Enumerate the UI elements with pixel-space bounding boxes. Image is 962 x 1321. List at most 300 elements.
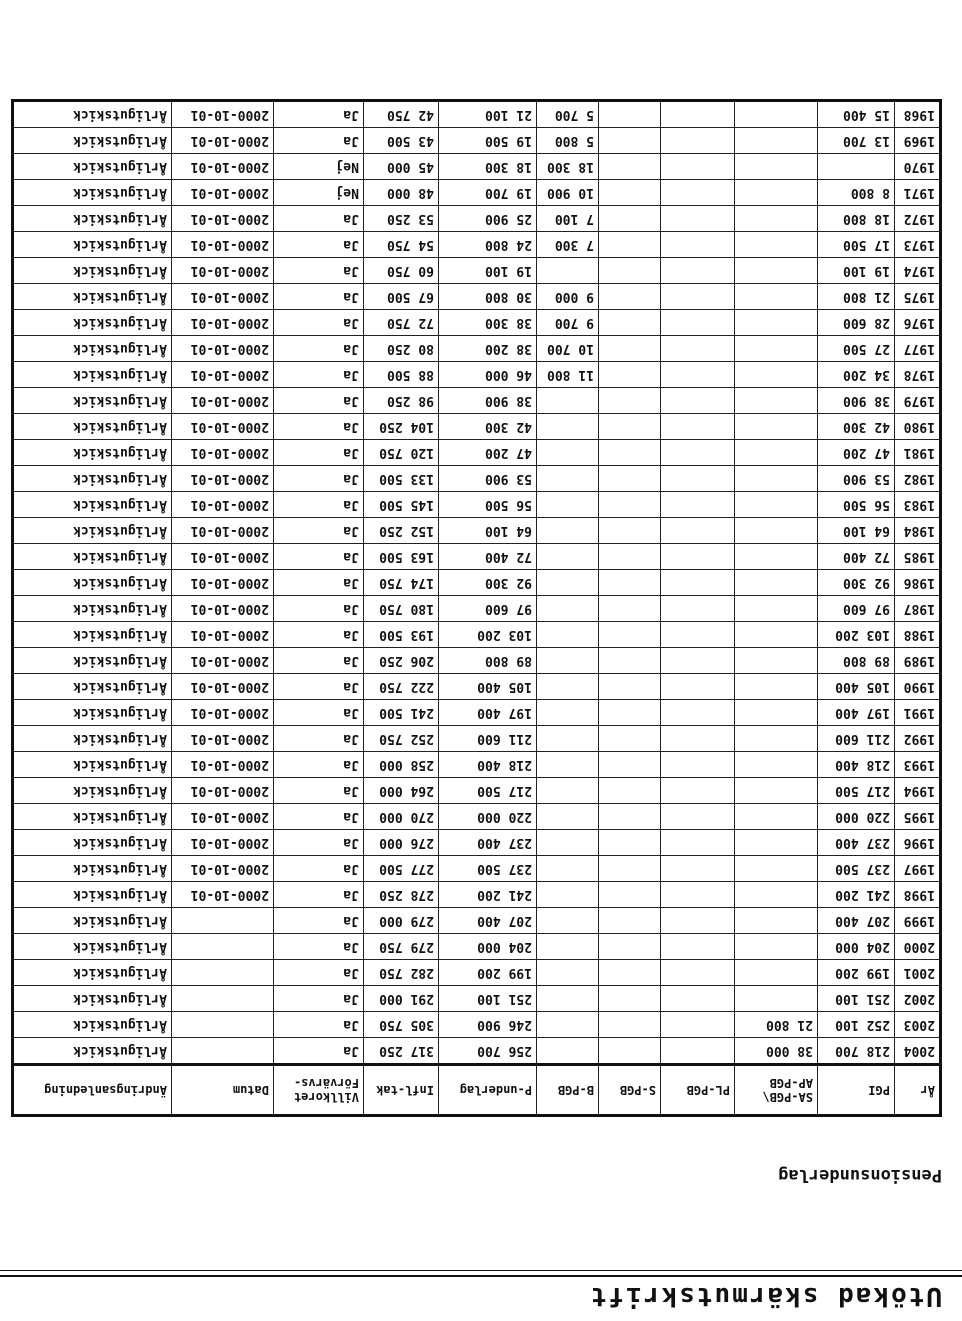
table-row bbox=[13, 986, 941, 1012]
table-row bbox=[13, 934, 941, 960]
cell-ar: 1971 bbox=[895, 180, 941, 206]
cell-ar: 1990 bbox=[895, 674, 941, 700]
cell-pgi: 218 700 bbox=[818, 1038, 895, 1065]
cell-pgi: 204 000 bbox=[818, 934, 895, 960]
cell-andringsanledning: Årligutskick bbox=[13, 206, 172, 232]
cell-datum: 2000-10-01 bbox=[172, 700, 274, 726]
cell-ar: 1969 bbox=[895, 128, 941, 154]
cell-datum bbox=[172, 934, 274, 960]
cell-villkoret: Ja bbox=[274, 986, 364, 1012]
cell-b-pgb: 10 900 bbox=[537, 180, 599, 206]
cell-infl-tak: 222 750 bbox=[364, 674, 439, 700]
cell-ar: 1979 bbox=[895, 388, 941, 414]
cell-villkoret: Ja bbox=[274, 908, 364, 934]
cell-s-pgb bbox=[599, 466, 661, 492]
table-row bbox=[13, 622, 941, 648]
cell-sa-ap-pgb bbox=[735, 258, 818, 284]
cell-datum: 2000-10-01 bbox=[172, 101, 274, 128]
cell-s-pgb bbox=[599, 1038, 661, 1065]
cell-pgi: 92 300 bbox=[818, 570, 895, 596]
cell-andringsanledning: Årligutskick bbox=[13, 986, 172, 1012]
cell-infl-tak: 278 250 bbox=[364, 882, 439, 908]
cell-villkoret: Ja bbox=[274, 960, 364, 986]
cell-datum bbox=[172, 986, 274, 1012]
cell-p-underlag: 237 500 bbox=[439, 856, 537, 882]
cell-andringsanledning: Årligutskick bbox=[13, 648, 172, 674]
cell-datum: 2000-10-01 bbox=[172, 362, 274, 388]
table-row bbox=[13, 960, 941, 986]
cell-pgi: 17 500 bbox=[818, 232, 895, 258]
cell-p-underlag: 251 100 bbox=[439, 986, 537, 1012]
cell-sa-ap-pgb bbox=[735, 518, 818, 544]
cell-infl-tak: 67 500 bbox=[364, 284, 439, 310]
cell-b-pgb bbox=[537, 388, 599, 414]
cell-infl-tak: 80 250 bbox=[364, 336, 439, 362]
cell-pgi: 18 800 bbox=[818, 206, 895, 232]
cell-villkoret: Ja bbox=[274, 856, 364, 882]
cell-ar: 1996 bbox=[895, 830, 941, 856]
cell-andringsanledning: Årligutskick bbox=[13, 908, 172, 934]
cell-sa-ap-pgb bbox=[735, 388, 818, 414]
cell-s-pgb bbox=[599, 362, 661, 388]
cell-pgi: 47 200 bbox=[818, 440, 895, 466]
cell-p-underlag: 103 200 bbox=[439, 622, 537, 648]
cell-datum bbox=[172, 960, 274, 986]
cell-p-underlag: 72 400 bbox=[439, 544, 537, 570]
cell-datum: 2000-10-01 bbox=[172, 830, 274, 856]
cell-datum: 2000-10-01 bbox=[172, 258, 274, 284]
cell-datum: 2000-10-01 bbox=[172, 778, 274, 804]
cell-s-pgb bbox=[599, 336, 661, 362]
cell-infl-tak: 282 750 bbox=[364, 960, 439, 986]
cell-pl-pgb bbox=[661, 726, 735, 752]
cell-andringsanledning: Årligutskick bbox=[13, 128, 172, 154]
cell-infl-tak: 206 250 bbox=[364, 648, 439, 674]
cell-b-pgb bbox=[537, 544, 599, 570]
table-row bbox=[13, 440, 941, 466]
cell-pl-pgb bbox=[661, 232, 735, 258]
cell-ar: 1994 bbox=[895, 778, 941, 804]
cell-pgi: 28 600 bbox=[818, 310, 895, 336]
cell-sa-ap-pgb bbox=[735, 492, 818, 518]
cell-datum: 2000-10-01 bbox=[172, 310, 274, 336]
cell-p-underlag: 207 400 bbox=[439, 908, 537, 934]
cell-villkoret: Ja bbox=[274, 752, 364, 778]
cell-ar: 1974 bbox=[895, 258, 941, 284]
cell-villkoret: Nej bbox=[274, 154, 364, 180]
column-header-ar: År bbox=[895, 1065, 941, 1116]
cell-pl-pgb bbox=[661, 674, 735, 700]
cell-b-pgb bbox=[537, 596, 599, 622]
cell-b-pgb: 5 700 bbox=[537, 101, 599, 128]
cell-ar: 1972 bbox=[895, 206, 941, 232]
cell-sa-ap-pgb bbox=[735, 284, 818, 310]
cell-s-pgb bbox=[599, 778, 661, 804]
cell-s-pgb bbox=[599, 934, 661, 960]
cell-ar: 1997 bbox=[895, 856, 941, 882]
table-row bbox=[13, 570, 941, 596]
cell-s-pgb bbox=[599, 804, 661, 830]
cell-ar: 2003 bbox=[895, 1012, 941, 1038]
cell-sa-ap-pgb: 21 800 bbox=[735, 1012, 818, 1038]
cell-infl-tak: 53 250 bbox=[364, 206, 439, 232]
cell-villkoret: Ja bbox=[274, 674, 364, 700]
cell-p-underlag: 19 500 bbox=[439, 128, 537, 154]
cell-pl-pgb bbox=[661, 128, 735, 154]
cell-s-pgb bbox=[599, 856, 661, 882]
cell-ar: 1983 bbox=[895, 492, 941, 518]
cell-b-pgb: 10 700 bbox=[537, 336, 599, 362]
cell-datum: 2000-10-01 bbox=[172, 544, 274, 570]
cell-pl-pgb bbox=[661, 960, 735, 986]
cell-pgi: 19 100 bbox=[818, 258, 895, 284]
cell-b-pgb: 5 800 bbox=[537, 128, 599, 154]
cell-villkoret: Ja bbox=[274, 596, 364, 622]
cell-andringsanledning: Årligutskick bbox=[13, 934, 172, 960]
cell-andringsanledning: Årligutskick bbox=[13, 856, 172, 882]
cell-infl-tak: 277 500 bbox=[364, 856, 439, 882]
cell-sa-ap-pgb bbox=[735, 726, 818, 752]
cell-p-underlag: 25 900 bbox=[439, 206, 537, 232]
cell-s-pgb bbox=[599, 414, 661, 440]
table-row bbox=[13, 752, 941, 778]
cell-infl-tak: 133 500 bbox=[364, 466, 439, 492]
cell-b-pgb bbox=[537, 258, 599, 284]
cell-andringsanledning: Årligutskick bbox=[13, 310, 172, 336]
cell-b-pgb bbox=[537, 960, 599, 986]
cell-datum: 2000-10-01 bbox=[172, 492, 274, 518]
cell-villkoret: Ja bbox=[274, 778, 364, 804]
cell-pgi: 27 500 bbox=[818, 336, 895, 362]
table-row bbox=[13, 544, 941, 570]
table-row bbox=[13, 1038, 941, 1065]
cell-ar: 1998 bbox=[895, 882, 941, 908]
cell-ar: 2002 bbox=[895, 986, 941, 1012]
cell-andringsanledning: Årligutskick bbox=[13, 752, 172, 778]
cell-pl-pgb bbox=[661, 934, 735, 960]
cell-ar: 1981 bbox=[895, 440, 941, 466]
cell-ar: 1991 bbox=[895, 700, 941, 726]
cell-s-pgb bbox=[599, 232, 661, 258]
cell-infl-tak: 317 250 bbox=[364, 1038, 439, 1065]
cell-p-underlag: 246 900 bbox=[439, 1012, 537, 1038]
cell-s-pgb bbox=[599, 700, 661, 726]
cell-andringsanledning: Årligutskick bbox=[13, 258, 172, 284]
cell-ar: 1968 bbox=[895, 101, 941, 128]
table-row bbox=[13, 778, 941, 804]
cell-pgi: 197 400 bbox=[818, 700, 895, 726]
cell-p-underlag: 256 700 bbox=[439, 1038, 537, 1065]
cell-p-underlag: 46 000 bbox=[439, 362, 537, 388]
cell-b-pgb bbox=[537, 830, 599, 856]
cell-sa-ap-pgb bbox=[735, 544, 818, 570]
table-row bbox=[13, 232, 941, 258]
cell-s-pgb bbox=[599, 830, 661, 856]
cell-ar: 2004 bbox=[895, 1038, 941, 1065]
cell-pl-pgb bbox=[661, 492, 735, 518]
cell-s-pgb bbox=[599, 492, 661, 518]
column-header-datum: Datum bbox=[172, 1065, 274, 1116]
cell-pgi: 252 100 bbox=[818, 1012, 895, 1038]
cell-s-pgb bbox=[599, 752, 661, 778]
cell-villkoret: Ja bbox=[274, 726, 364, 752]
cell-b-pgb bbox=[537, 492, 599, 518]
cell-andringsanledning: Årligutskick bbox=[13, 882, 172, 908]
cell-infl-tak: 180 750 bbox=[364, 596, 439, 622]
cell-villkoret: Ja bbox=[274, 388, 364, 414]
cell-pgi: 53 900 bbox=[818, 466, 895, 492]
cell-datum: 2000-10-01 bbox=[172, 856, 274, 882]
cell-b-pgb: 18 300 bbox=[537, 154, 599, 180]
cell-pl-pgb bbox=[661, 700, 735, 726]
table-row bbox=[13, 726, 941, 752]
table-row bbox=[13, 700, 941, 726]
cell-datum: 2000-10-01 bbox=[172, 466, 274, 492]
cell-sa-ap-pgb bbox=[735, 882, 818, 908]
cell-p-underlag: 220 000 bbox=[439, 804, 537, 830]
cell-infl-tak: 174 750 bbox=[364, 570, 439, 596]
cell-s-pgb bbox=[599, 258, 661, 284]
cell-andringsanledning: Årligutskick bbox=[13, 154, 172, 180]
cell-ar: 1989 bbox=[895, 648, 941, 674]
cell-p-underlag: 38 200 bbox=[439, 336, 537, 362]
cell-b-pgb bbox=[537, 882, 599, 908]
cell-s-pgb bbox=[599, 674, 661, 700]
column-header-andringsanledning: Ändringsanledning bbox=[13, 1065, 172, 1116]
cell-b-pgb bbox=[537, 934, 599, 960]
cell-villkoret: Ja bbox=[274, 1038, 364, 1065]
cell-villkoret: Ja bbox=[274, 882, 364, 908]
cell-p-underlag: 199 200 bbox=[439, 960, 537, 986]
cell-infl-tak: 48 000 bbox=[364, 180, 439, 206]
cell-pl-pgb bbox=[661, 388, 735, 414]
cell-datum: 2000-10-01 bbox=[172, 648, 274, 674]
cell-andringsanledning: Årligutskick bbox=[13, 674, 172, 700]
cell-datum: 2000-10-01 bbox=[172, 154, 274, 180]
cell-infl-tak: 305 750 bbox=[364, 1012, 439, 1038]
cell-datum: 2000-10-01 bbox=[172, 388, 274, 414]
cell-b-pgb bbox=[537, 986, 599, 1012]
cell-pgi: 207 400 bbox=[818, 908, 895, 934]
cell-pgi: 220 000 bbox=[818, 804, 895, 830]
cell-pl-pgb bbox=[661, 570, 735, 596]
cell-pl-pgb bbox=[661, 1038, 735, 1065]
cell-andringsanledning: Årligutskick bbox=[13, 492, 172, 518]
cell-p-underlag: 19 700 bbox=[439, 180, 537, 206]
table-row bbox=[13, 388, 941, 414]
cell-ar: 1999 bbox=[895, 908, 941, 934]
cell-pl-pgb bbox=[661, 362, 735, 388]
cell-sa-ap-pgb bbox=[735, 206, 818, 232]
column-header-pl-pgb: PL-PGB bbox=[661, 1065, 735, 1116]
cell-villkoret: Ja bbox=[274, 1012, 364, 1038]
cell-villkoret: Ja bbox=[274, 466, 364, 492]
cell-datum: 2000-10-01 bbox=[172, 128, 274, 154]
cell-ar: 1978 bbox=[895, 362, 941, 388]
cell-s-pgb bbox=[599, 518, 661, 544]
cell-b-pgb bbox=[537, 856, 599, 882]
cell-pl-pgb bbox=[661, 414, 735, 440]
cell-b-pgb bbox=[537, 778, 599, 804]
cell-sa-ap-pgb bbox=[735, 674, 818, 700]
cell-infl-tak: 42 750 bbox=[364, 101, 439, 128]
cell-datum: 2000-10-01 bbox=[172, 726, 274, 752]
cell-b-pgb bbox=[537, 726, 599, 752]
cell-pl-pgb bbox=[661, 830, 735, 856]
cell-pl-pgb bbox=[661, 856, 735, 882]
cell-sa-ap-pgb bbox=[735, 180, 818, 206]
cell-sa-ap-pgb bbox=[735, 830, 818, 856]
cell-datum: 2000-10-01 bbox=[172, 570, 274, 596]
cell-andringsanledning: Årligutskick bbox=[13, 1012, 172, 1038]
table-row bbox=[13, 258, 941, 284]
cell-datum bbox=[172, 1038, 274, 1065]
cell-pgi: 13 700 bbox=[818, 128, 895, 154]
cell-pgi: 56 500 bbox=[818, 492, 895, 518]
cell-infl-tak: 104 250 bbox=[364, 414, 439, 440]
cell-pgi: 218 400 bbox=[818, 752, 895, 778]
cell-villkoret: Ja bbox=[274, 804, 364, 830]
cell-ar: 1982 bbox=[895, 466, 941, 492]
cell-infl-tak: 152 250 bbox=[364, 518, 439, 544]
cell-datum: 2000-10-01 bbox=[172, 882, 274, 908]
cell-pgi: 251 100 bbox=[818, 986, 895, 1012]
column-header-s-pgb: S-PGB bbox=[599, 1065, 661, 1116]
cell-pgi: 64 100 bbox=[818, 518, 895, 544]
cell-pl-pgb bbox=[661, 882, 735, 908]
cell-andringsanledning: Årligutskick bbox=[13, 284, 172, 310]
cell-pgi: 105 400 bbox=[818, 674, 895, 700]
table-row bbox=[13, 310, 941, 336]
table-row bbox=[13, 466, 941, 492]
cell-sa-ap-pgb bbox=[735, 362, 818, 388]
cell-pgi: 21 800 bbox=[818, 284, 895, 310]
cell-infl-tak: 88 500 bbox=[364, 362, 439, 388]
cell-villkoret: Ja bbox=[274, 440, 364, 466]
cell-ar: 2001 bbox=[895, 960, 941, 986]
cell-andringsanledning: Årligutskick bbox=[13, 544, 172, 570]
cell-villkoret: Ja bbox=[274, 128, 364, 154]
cell-b-pgb bbox=[537, 752, 599, 778]
cell-s-pgb bbox=[599, 596, 661, 622]
cell-andringsanledning: Årligutskick bbox=[13, 960, 172, 986]
cell-sa-ap-pgb bbox=[735, 804, 818, 830]
cell-villkoret: Ja bbox=[274, 310, 364, 336]
cell-ar: 1986 bbox=[895, 570, 941, 596]
cell-s-pgb bbox=[599, 284, 661, 310]
cell-sa-ap-pgb bbox=[735, 986, 818, 1012]
table-row bbox=[13, 414, 941, 440]
cell-ar: 1980 bbox=[895, 414, 941, 440]
cell-villkoret: Ja bbox=[274, 258, 364, 284]
column-header-b-pgb: B-PGB bbox=[537, 1065, 599, 1116]
cell-pl-pgb bbox=[661, 544, 735, 570]
cell-pl-pgb bbox=[661, 596, 735, 622]
cell-pl-pgb bbox=[661, 466, 735, 492]
cell-b-pgb bbox=[537, 1038, 599, 1065]
cell-datum: 2000-10-01 bbox=[172, 674, 274, 700]
cell-villkoret: Ja bbox=[274, 414, 364, 440]
cell-ar: 1975 bbox=[895, 284, 941, 310]
cell-sa-ap-pgb bbox=[735, 648, 818, 674]
cell-andringsanledning: Årligutskick bbox=[13, 101, 172, 128]
cell-pgi: 217 500 bbox=[818, 778, 895, 804]
table-row bbox=[13, 1012, 941, 1038]
cell-b-pgb bbox=[537, 440, 599, 466]
table-row bbox=[13, 362, 941, 388]
cell-b-pgb: 9 700 bbox=[537, 310, 599, 336]
cell-pl-pgb bbox=[661, 180, 735, 206]
cell-villkoret: Ja bbox=[274, 544, 364, 570]
cell-datum: 2000-10-01 bbox=[172, 518, 274, 544]
cell-s-pgb bbox=[599, 908, 661, 934]
table-row bbox=[13, 596, 941, 622]
column-header-sa-ap-pgb: SA-PGB\ AP-PGB bbox=[735, 1065, 818, 1116]
cell-villkoret: Ja bbox=[274, 284, 364, 310]
cell-pgi: 72 400 bbox=[818, 544, 895, 570]
cell-andringsanledning: Årligutskick bbox=[13, 726, 172, 752]
cell-villkoret: Ja bbox=[274, 622, 364, 648]
cell-andringsanledning: Årligutskick bbox=[13, 518, 172, 544]
table-row bbox=[13, 492, 941, 518]
cell-infl-tak: 120 750 bbox=[364, 440, 439, 466]
table-row bbox=[13, 882, 941, 908]
cell-datum: 2000-10-01 bbox=[172, 804, 274, 830]
cell-villkoret: Nej bbox=[274, 180, 364, 206]
cell-pl-pgb bbox=[661, 648, 735, 674]
document-title: Utökad skärmutskrift bbox=[588, 1281, 942, 1311]
cell-p-underlag: 24 800 bbox=[439, 232, 537, 258]
cell-pgi: 89 800 bbox=[818, 648, 895, 674]
cell-villkoret: Ja bbox=[274, 336, 364, 362]
cell-sa-ap-pgb bbox=[735, 856, 818, 882]
cell-p-underlag: 38 300 bbox=[439, 310, 537, 336]
cell-datum: 2000-10-01 bbox=[172, 180, 274, 206]
cell-pgi: 199 200 bbox=[818, 960, 895, 986]
cell-s-pgb bbox=[599, 986, 661, 1012]
cell-villkoret: Ja bbox=[274, 206, 364, 232]
cell-sa-ap-pgb bbox=[735, 310, 818, 336]
cell-datum: 2000-10-01 bbox=[172, 622, 274, 648]
cell-p-underlag: 211 600 bbox=[439, 726, 537, 752]
cell-sa-ap-pgb bbox=[735, 101, 818, 128]
cell-ar: 1995 bbox=[895, 804, 941, 830]
table-header-row bbox=[13, 1065, 941, 1116]
cell-p-underlag: 53 900 bbox=[439, 466, 537, 492]
cell-pl-pgb bbox=[661, 310, 735, 336]
cell-infl-tak: 98 250 bbox=[364, 388, 439, 414]
table-row bbox=[13, 856, 941, 882]
cell-pl-pgb bbox=[661, 622, 735, 648]
table-row bbox=[13, 830, 941, 856]
cell-pl-pgb bbox=[661, 206, 735, 232]
cell-andringsanledning: Årligutskick bbox=[13, 778, 172, 804]
cell-sa-ap-pgb bbox=[735, 960, 818, 986]
cell-s-pgb bbox=[599, 570, 661, 596]
cell-infl-tak: 264 000 bbox=[364, 778, 439, 804]
cell-villkoret: Ja bbox=[274, 362, 364, 388]
cell-infl-tak: 145 500 bbox=[364, 492, 439, 518]
cell-s-pgb bbox=[599, 726, 661, 752]
column-header-pgi: PGI bbox=[818, 1065, 895, 1116]
cell-datum: 2000-10-01 bbox=[172, 752, 274, 778]
cell-b-pgb bbox=[537, 518, 599, 544]
cell-infl-tak: 258 000 bbox=[364, 752, 439, 778]
cell-pl-pgb bbox=[661, 518, 735, 544]
cell-b-pgb bbox=[537, 700, 599, 726]
cell-b-pgb bbox=[537, 1012, 599, 1038]
cell-p-underlag: 18 300 bbox=[439, 154, 537, 180]
